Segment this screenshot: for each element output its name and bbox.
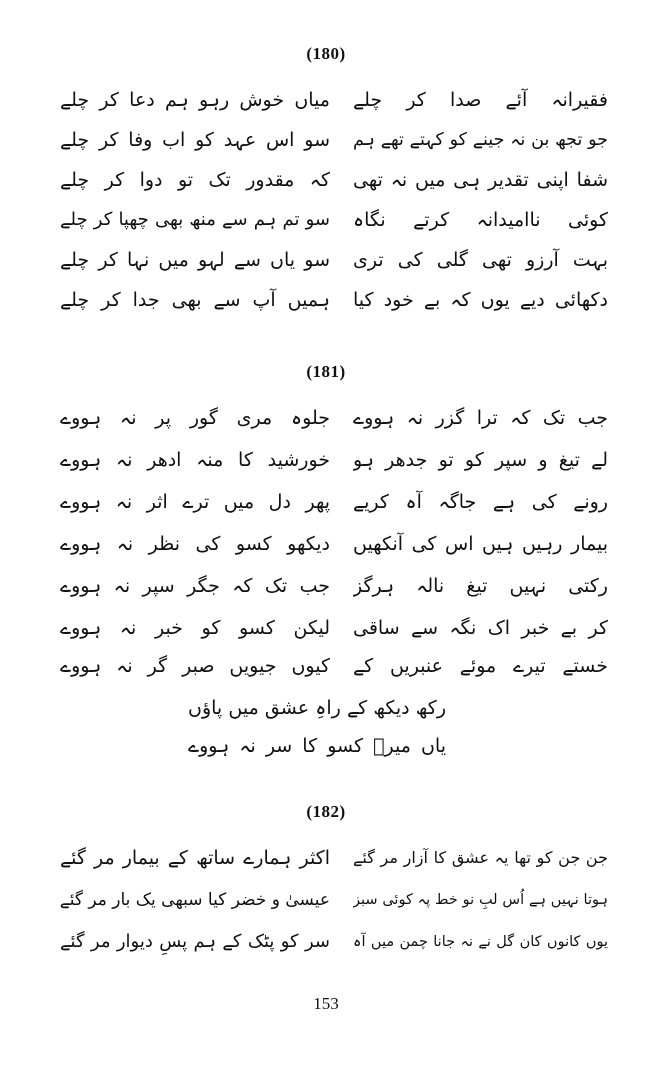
couplet	[60, 160, 608, 200]
page-number: 153	[313, 994, 339, 1013]
couplet	[60, 646, 608, 686]
couplet	[60, 200, 608, 240]
couplet	[60, 440, 608, 480]
misra-first: رکتی نہیں تیغ نالہ ہرگز	[353, 575, 608, 597]
misra-second: جب تک کہ جگر سپر نہ ہووے	[60, 575, 330, 597]
misra-second: سو اس عہد کو اب وفا کر چلے	[60, 129, 330, 151]
misra-first: شفا اپنی تقدیر ہی میں نہ تھی	[353, 169, 608, 191]
maqta-second: یاں میرؔ کسو کا سر نہ ہووے	[188, 735, 446, 757]
couplet	[60, 922, 608, 962]
misra-second: میاں خوش رہو ہم دعا کر چلے	[60, 89, 330, 111]
couplet	[60, 566, 608, 606]
misra-second: عیسیٰ و خضر کیا سبھی یک بار مر گئے	[60, 890, 330, 910]
misra-second: خورشید کا منہ ادھر نہ ہووے	[60, 449, 330, 471]
misra-second: سو تم ہم سے منھ بھی چھپا کر چلے	[60, 209, 330, 230]
misra-first: فقیرانہ آئے صدا کر چلے	[353, 89, 608, 111]
misra-first: رونے کی ہے جاگہ آہ کریے	[353, 491, 608, 513]
misra-second: لیکن کسو کو خبر نہ ہووے	[60, 617, 330, 639]
misra-first: ہوتا نہیں ہے اُس لبِ نو خط پہ کوئی سبز	[353, 892, 608, 908]
maqta-first: رکھ دیکھ کے راہِ عشق میں پاؤں	[188, 697, 446, 719]
poem-number: (181)	[306, 362, 346, 381]
couplet	[60, 398, 608, 438]
misra-second: کہ مقدور تک تو دوا کر چلے	[60, 169, 330, 191]
misra-second: پھر دل میں ترے اثر نہ ہووے	[60, 491, 330, 513]
misra-first: جن جن کو تھا یہ عشق کا آزار مر گئے	[353, 848, 608, 867]
misra-first: خستے تیرے موئے عنبریں کے	[353, 655, 608, 677]
misra-first: بہت آرزو تھی گلی کی تری	[353, 249, 608, 271]
misra-second: ہمیں آپ سے بھی جدا کر چلے	[60, 289, 330, 311]
misra-first: جو تجھ بن نہ جینے کو کہتے تھے ہم	[353, 130, 608, 150]
couplet	[60, 880, 608, 920]
poem-number: (180)	[306, 44, 346, 63]
misra-first: دکھائی دیے یوں کہ بے خود کیا	[353, 289, 608, 311]
couplet	[60, 240, 608, 280]
couplet	[60, 80, 608, 120]
misra-first: یوں کانوں کان گل نے نہ جانا چمن میں آہ	[353, 934, 608, 950]
couplet	[60, 120, 608, 160]
couplet	[60, 482, 608, 522]
misra-second: اکثر ہمارے ساتھ کے بیمار مر گئے	[60, 847, 330, 869]
couplet	[60, 838, 608, 878]
couplet	[60, 280, 608, 320]
poem-number: (182)	[306, 802, 346, 821]
misra-first: لے تیغ و سپر کو تو جدھر ہو	[353, 449, 608, 471]
misra-first: جب تک کہ ترا گزر نہ ہووے	[353, 407, 608, 429]
misra-second: سو یاں سے لہو میں نہا کر چلے	[60, 249, 330, 271]
misra-second: جلوہ مری گور پر نہ ہووے	[60, 407, 330, 429]
couplet	[60, 524, 608, 564]
misra-second: دیکھو کسو کی نظر نہ ہووے	[60, 533, 330, 555]
misra-first: بیمار رہیں ہیں اس کی آنکھیں	[353, 533, 608, 555]
misra-second: سر کو پٹک کے ہم پسِ دیوار مر گئے	[60, 931, 330, 952]
misra-first: کر بے خبر اک نگہ سے ساقی	[353, 617, 608, 639]
couplet	[60, 608, 608, 648]
misra-second: کیوں جیویں صبر گر نہ ہووے	[60, 655, 330, 677]
misra-first: کوئی ناامیدانہ کرتے نگاہ	[353, 209, 608, 231]
